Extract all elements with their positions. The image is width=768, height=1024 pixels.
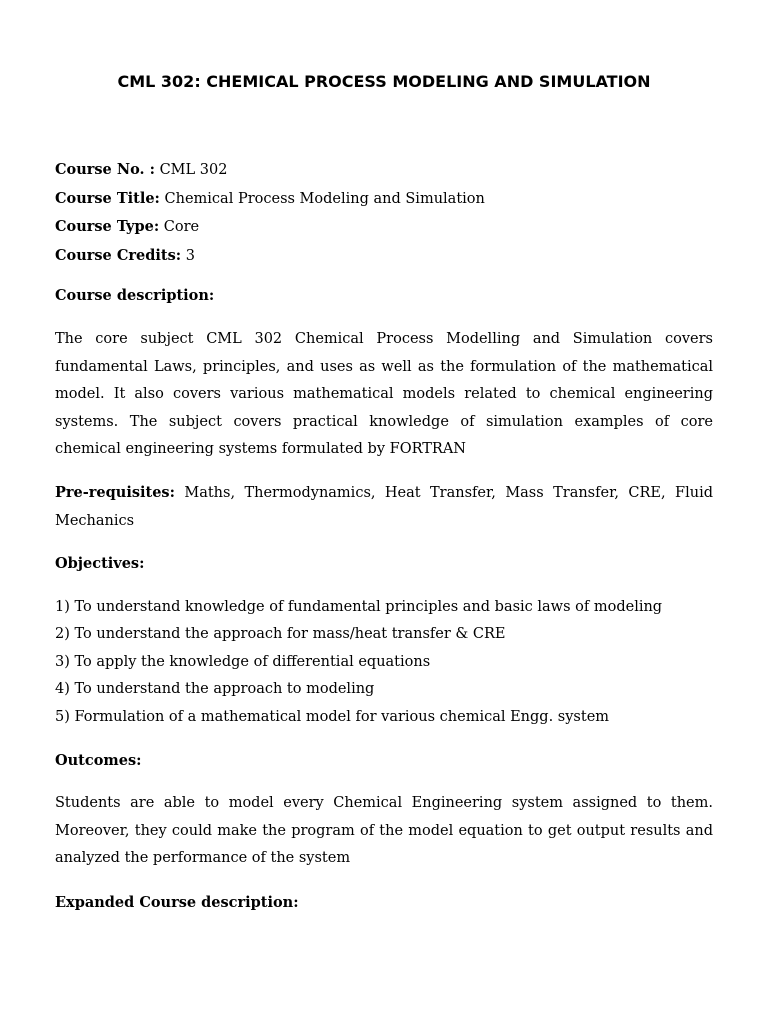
course-title-line [55,185,713,214]
objectives-heading: Objectives: [55,555,145,572]
prerequisites-paragraph [55,479,713,535]
outcomes-heading: Outcomes: [55,752,142,769]
objective-item: 5) Formulation of a mathematical model for various chemical Engg. system [55,708,610,725]
course-no-value: CML 302 [159,162,228,178]
objective-item: 2) To understand the approach for mass/heat transfer & CRE [55,626,506,643]
course-credits-line [55,242,713,271]
objective-item: 4) To understand the approach to modeling [55,681,375,698]
course-type-line [55,213,713,242]
course-title-value: Chemical Process Modeling and Simulation [164,190,485,207]
prerequisites-label: Pre-requisites: [55,484,175,501]
course-type-label: Course Type: [55,218,160,236]
expanded-description-heading: Expanded Course description: [55,894,299,911]
course-credits-label: Course Credits: [55,246,182,264]
objectives-list [55,594,713,731]
objective-item: 3) To apply the knowledge of differential equations [55,653,431,670]
course-no-label: Course No. : [55,161,155,178]
course-credits-value: 3 [185,247,195,264]
course-title-label: Course Title: [55,189,160,207]
course-type-value: Core [163,219,200,236]
course-description-text: The core subject CML 302 Chemical Process Modelling and Simulation covers fundamental Laws, principles, and uses as well as the formulation of the mathematical model. It also covers various mathematical models related to chemical engineering systems. The subject covers practical knowledge of simulation examples of core chemical engineering systems formulated by FORTRAN [55,331,713,457]
document-title: CML 302: CHEMICAL PROCESS MODELING AND SIMULATION [117,72,651,91]
course-description-heading: Course description: [55,287,215,304]
outcomes-text: Students are able to model every Chemical Engineering system assigned to them. Moreover, they could make the program of the model equation to get output results and analyzed the performance of the system [55,795,713,866]
prerequisites-text: Maths, Thermodynamics, Heat Transfer, Mass Transfer, CRE, Fluid Mechanics [55,485,713,529]
course-no-line [55,156,713,185]
course-info [55,156,713,270]
objective-item: 1) To understand knowledge of fundamental principles and basic laws of modeling [55,599,663,615]
